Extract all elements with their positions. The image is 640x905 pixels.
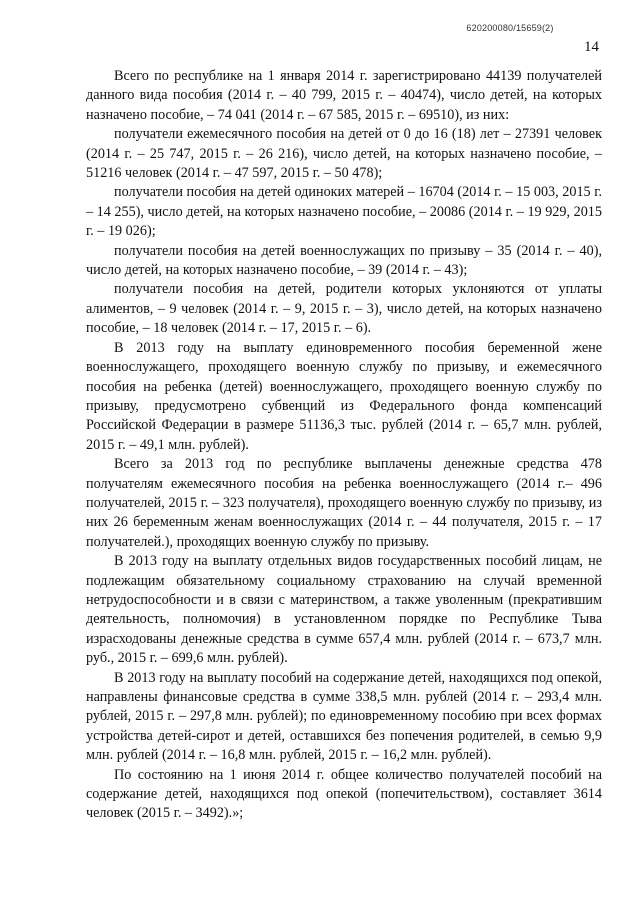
paragraph-subventions-2013: В 2013 году на выплату единовременного пособия беременной жене военнослужащего, проходящего военную службу по призыву, и ежемесячного пособия на ребенка (детей) военнослужащего, проходящего военную службу по призыву, предусмотрено субвенций из Федерального фонда компенсаций Российской Федерации в размере 51136,3 тыс. рублей (2014 г. – 65,7 млн. рублей, 2015 г. – 49,1 млн. рублей). bbox=[86, 339, 602, 453]
paragraph-guardianship-2013: В 2013 году на выплату пособий на содержание детей, находящихся под опекой, направлены финансовые средства в сумме 338,5 млн. рублей (2014 г. – 293,4 млн. рублей, 2015 г. – 297,8 млн. рублей); по единовременному пособию при всех формах устройства детей-сирот и детей, оставшихся без попечения родителей, в семью 9,9 млн. рублей (2014 г. – 16,8 млн. рублей, 2015 г. – 16,2 млн. рублей). bbox=[86, 669, 602, 764]
paragraph-monthly-benefit: получатели ежемесячного пособия на детей от 0 до 16 (18) лет – 27391 человек (2014 г. – 25 747, 2015 г. – 26 216), число детей, на которых назначено пособие, – 51216 человек (2014 г. – 47 597, 2015 г. – 50 478); bbox=[86, 126, 602, 182]
document-body bbox=[86, 67, 602, 824]
paragraph-total-recipients: Всего по республике на 1 января 2014 г. зарегистрировано 44139 получателей данного вида пособия (2014 г. – 40 799, 2015 г. – 40474), число детей, на которых назначено пособие, – 74 041 (2014 г. – 67 585, 2015 г. – 69510), из них: bbox=[86, 68, 602, 123]
document-id: 620200080/15659(2) bbox=[466, 23, 554, 33]
paragraph-state-benefits-2013: В 2013 году на выплату отдельных видов государственных пособий лицам, не подлежащим обязательному социальному страхованию на случай временной нетрудоспособности и в связи с материнством, а также уволенным (прекратившим деятельность, полномочия) в установленном порядке по Республике Тыва израсходованы денежные средства в сумме 657,4 млн. рублей (2014 г. – 673,7 млн. руб., 2015 г. – 699,6 млн. рублей). bbox=[86, 553, 602, 667]
paragraph-guardianship-june-2014: По состоянию на 1 июня 2014 г. общее количество получателей пособий на содержание детей, находящихся под опекой (попечительством), составляет 3614 человек (2015 г. – 3492).»; bbox=[86, 766, 602, 822]
paragraph-conscripts: получатели пособия на детей военнослужащих по призыву – 35 (2014 г. – 40), число детей, на которых назначено пособие, – 39 (2014 г. – 43); bbox=[86, 242, 602, 279]
page-number: 14 bbox=[584, 39, 599, 55]
paragraph-payments-2013: Всего за 2013 год по республике выплачены денежные средства 478 получателям ежемесячного пособия на ребенка военнослужащего (2014 г.– 496 получателей, 2015 г. – 323 получателя), проходящего военную службу по призыву, из них 26 беременным женам военнослужащих (2014 г. – 44 получателя, 2015 г. – 17 получателей.), проходящих военную службу по призыву. bbox=[86, 456, 602, 550]
paragraph-single-mothers: получатели пособия на детей одиноких матерей – 16704 (2014 г. – 15 003, 2015 г. – 14 255), число детей, на которых назначено пособие, – 20086 (2014 г. – 19 929, 2015 г. – 19 026); bbox=[86, 184, 602, 240]
paragraph-alimony: получатели пособия на детей, родители которых уклоняются от уплаты алиментов, – 9 человек (2014 г. – 9, 2015 г. – 3), число детей, на которых назначено пособие, – 18 человек (2014 г. – 17, 2015 г. – 6). bbox=[86, 281, 602, 337]
